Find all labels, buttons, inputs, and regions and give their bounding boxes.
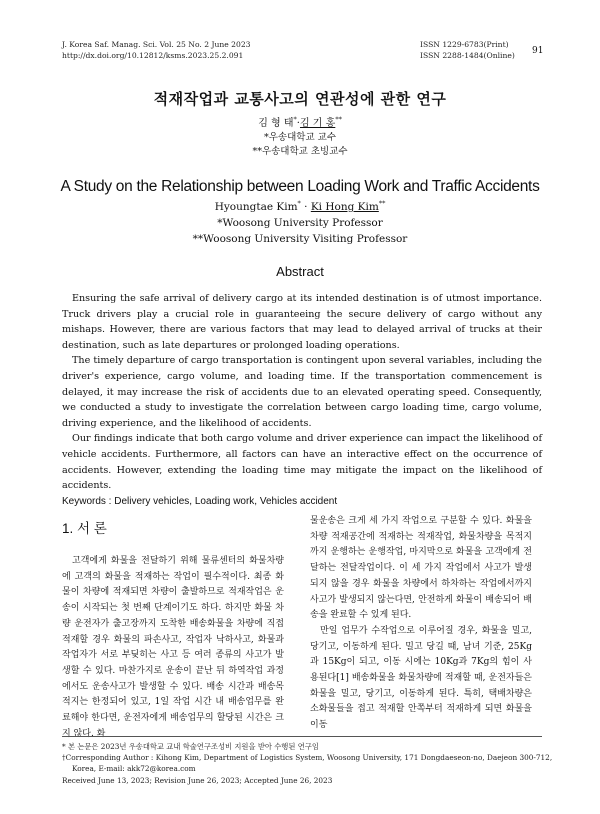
abstract-paragraph: Our findings indicate that both cargo volume and driver experience can impact the likelihood of vehicle accidents. Furthermore, all factors can have an interactive effect on the occurrence of accidents. However, extending the loading time may mitigate the impact on the likelihood of accidents. bbox=[62, 433, 542, 492]
footnote-divider bbox=[62, 736, 542, 737]
section-title: 1. 서 론 bbox=[62, 521, 107, 536]
running-header-left bbox=[62, 40, 251, 61]
abstract-heading: Abstract bbox=[276, 264, 324, 279]
korean-authors bbox=[0, 114, 600, 129]
running-header-right bbox=[420, 40, 515, 61]
english-author-1-mark: * bbox=[297, 199, 301, 208]
korean-title: 적재작업과 교통사고의 연관성에 관한 연구 bbox=[153, 90, 447, 108]
body-paragraph: 물운송은 크게 세 가지 작업으로 구분할 수 있다. 화물을 차량 적재공간에 적재하는 적재작업, 화물차량을 목적지까지 운행하는 운행작업, 마지막으로 화물을 고객에게 전달하는 전달작업이다. 이 세 가지 작업에서 사고가 발생되지 않을 경우 화물을 차량에서 하차하는 작업에서까지 사고가 발생되지 않는다면, 안전하게 화물이 배송되어 배송을 완료할 수 있게 된다. bbox=[310, 516, 532, 621]
korean-author-1: 김 형 태 bbox=[258, 118, 294, 129]
korean-author-2-mark: ** bbox=[335, 115, 342, 124]
english-author-1: Hyoungtae Kim bbox=[214, 201, 298, 213]
english-title: A Study on the Relationship between Loading Work and Traffic Accidents bbox=[60, 178, 540, 195]
footnotes bbox=[62, 741, 553, 786]
body-paragraph: 고객에게 화물을 전달하기 위해 물류센터의 화물차량에 고객의 화물을 적재하는 작업이 필수적이다. 최종 화물이 차량에 적재되면 차량이 출발하므로 적재작업은 운송이 시작되는 첫 번째 단계이기도 하다. 하지만 화물 차량 운전자가 출고장까지 도착한 배송화물을 차량에 직접 적재할 경우 화물의 파손사고, 작업자 낙하사고, 화물과 작업자가 서로 부딪히는 사고 등 여러 종류의 사고가 발생할 수 있다. 마찬가지로 운송이 끝난 뒤 하역작업 과정에서도 운송사고가 발생할 수 있다. 배송 시간과 배송목적지는 한정되어 있고, 1일 작업 시간 내 배송업무를 완료해야 한다면, 운전자에게 배송업무의 할당된 시간은 크지 않다. 화 bbox=[62, 556, 284, 739]
page-number: 91 bbox=[532, 46, 544, 56]
english-authors bbox=[0, 201, 600, 213]
korean-affiliation-1: *우송대학교 교수 bbox=[263, 132, 336, 143]
english-affiliation-1: *Woosong University Professor bbox=[217, 217, 383, 229]
korean-author-1-mark: * bbox=[293, 115, 297, 124]
abstract-paragraph: Ensuring the safe arrival of delivery cargo at its intended destination is of utmost importance. Truck drivers play a crucial role in guaranteeing the secure delivery of cargo without any mishaps. However, there are various factors that may lead to delayed arrival of trucks at their destination, such as late departures or prolonged loading operations. bbox=[62, 293, 542, 351]
issn-online: ISSN 2288-1484(Online) bbox=[420, 50, 515, 60]
body-paragraph: 만일 업무가 수작업으로 이루어질 경우, 화물을 밀고, 당기고, 이동하게 된다. 밀고 당길 때, 남녀 기준, 25Kg과 15Kg이 되고, 이동 시에는 10Kg과 7Kg의 힘이 사용된다[1] 배송화물을 화물차량에 적재할 때, 운전자들은 화물을 밀고, 당기고, 이동하게 된다. 특히, 택배차량은 소화물들을 접고 적재할 안쪽부터 적재하게 되면 화물을 이동 bbox=[310, 625, 532, 731]
korean-affiliation-2: **우송대학교 초빙교수 bbox=[252, 146, 348, 157]
english-author-separator: · bbox=[300, 201, 311, 213]
korean-author-2: 김 기 홍 bbox=[299, 118, 336, 129]
corresponding-author-email[interactable]: Korea, E-mail: akk72@korea.com bbox=[72, 764, 196, 774]
abstract-body bbox=[62, 291, 542, 509]
body-column-left bbox=[62, 514, 284, 742]
english-affiliation-2: **Woosong University Visiting Professor bbox=[192, 233, 408, 245]
doi-link[interactable]: http://dx.doi.org/10.12812/ksms.2023.25.2.091 bbox=[62, 50, 244, 60]
korean-author-separator: · bbox=[296, 118, 300, 129]
body-column-right bbox=[310, 514, 532, 734]
funding-note: * 본 논문은 2023년 우송대학교 교내 학술연구조성비 지원을 받아 수행된 연구임 bbox=[62, 742, 319, 751]
abstract-paragraph: The timely departure of cargo transportation is contingent upon several variables, including the driver's experience, cargo volume, and loading time. If the transportation commencement is delayed, it may increase the risk of accidents due to an elevated operating speed. Consequently, we conducted a study to investigate the correlation between cargo loading time, cargo volume, driving experience, and the likelihood of accidents. bbox=[62, 355, 542, 429]
english-author-2: Ki Hong Kim bbox=[310, 201, 379, 213]
keywords: Keywords : Delivery vehicles, Loading work, Vehicles accident bbox=[62, 495, 338, 507]
received-dates: Received June 13, 2023; Revision June 26, 2023; Accepted June 26, 2023 bbox=[62, 775, 333, 785]
journal-citation: J. Korea Saf. Manag. Sci. Vol. 25 No. 2 June 2023 bbox=[62, 40, 251, 49]
english-author-2-mark: ** bbox=[378, 199, 386, 208]
corresponding-author-note: †Corresponding Author : Kihong Kim, Department of Logistics System, Woosong University, 171 Dongdaeseon-no, Daejeon 300-712, bbox=[62, 753, 553, 763]
issn-print: ISSN 1229-6783(Print) bbox=[420, 40, 509, 49]
